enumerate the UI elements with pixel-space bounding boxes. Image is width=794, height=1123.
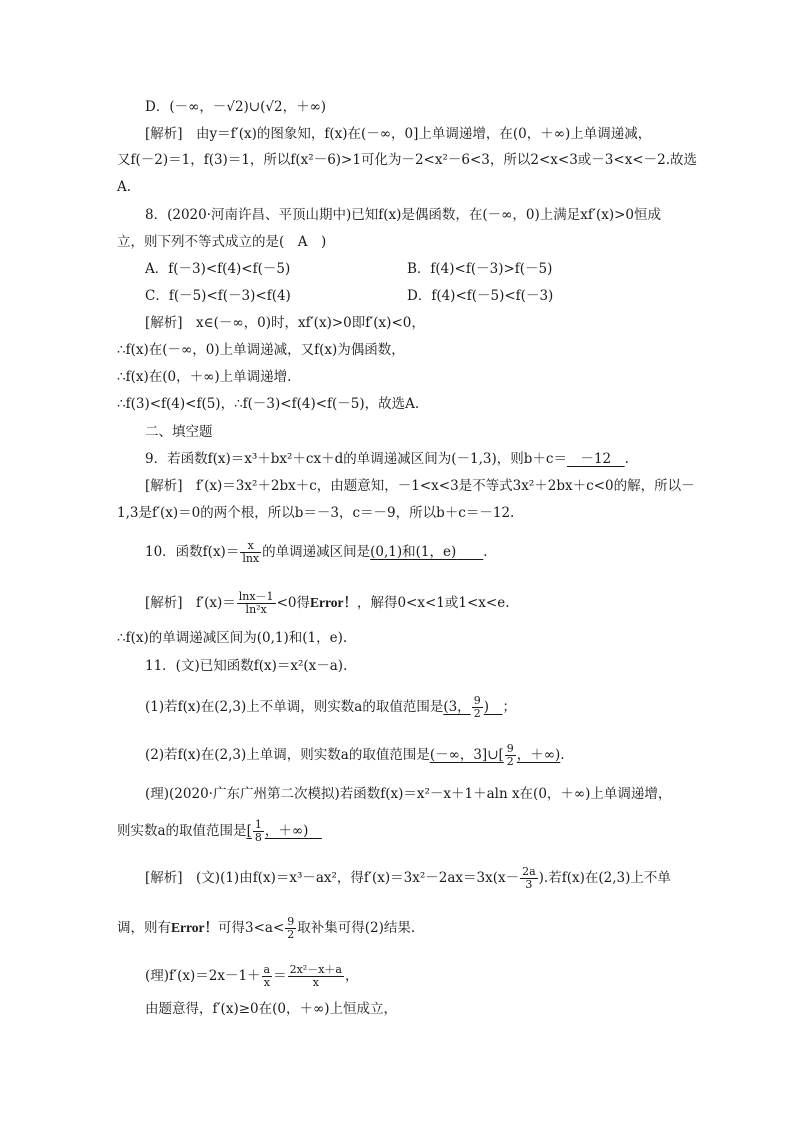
analysis-line: 1,3是f′(x)＝0的两个根，所以b＝－3，c＝－9，所以b＋c＝－12. <box>117 505 515 521</box>
fraction: $\frac{2a}{3}$ <box>522 865 536 891</box>
fraction: $\frac{a}{x}$ <box>263 963 271 989</box>
fraction: $\frac{9}{2}$ <box>287 915 295 941</box>
analysis-line: ∴f(3)<f(4)<f(5)，∴f(－3)<f(4)<f(－5)，故选A. <box>117 396 420 412</box>
answer-blank: [ $\frac{1}{8}$ ，＋∞) <box>246 818 309 844</box>
analysis-line: (理)f′(x)＝2x－1＋ $\frac{a}{x}$ ＝ $\frac{\text{2x²－x＋a}}{x}$ ， <box>145 963 359 989</box>
answer-blank: (3， $\frac{9}{2}$ ) <box>443 694 489 720</box>
analysis-line: [解析] (文)(1)由f(x)＝x³－ax²，得f′(x)＝3x²－2ax＝3x(x－ $\frac{2a}{3}$ ).若f(x)在(2,3)上不单 <box>145 865 671 891</box>
answer-blank: －12 <box>580 451 612 467</box>
analysis-line: ∴f(x)在(0，＋∞)上单调递增. <box>117 369 292 385</box>
fraction: $\frac{9}{2}$ <box>506 742 514 768</box>
question-9: 9．若函数f(x)＝x³＋bx²＋cx＋d的单调递减区间为(－1,3)，则b＋c＝ －12 . <box>145 451 629 467</box>
fraction: $\frac{\text{2x²－x＋a}}{x}$ <box>289 963 342 989</box>
analysis-line: ∴f(x)在(－∞，0)上单调递减，又f(x)为偶函数， <box>117 342 405 358</box>
option-a: A．f(－3)<f(4)<f(－5) <box>145 261 291 277</box>
analysis-line: 调，则有Error！可得3<a< $\frac{9}{2}$ 取补集可得(2)结果. <box>117 915 416 941</box>
option-d: D．f(4)<f(－5)<f(－3) <box>407 288 554 304</box>
question-8: 8．(2020·河南许昌、平顶山期中)已知f(x)是偶函数，在(－∞，0)上满足xf′(x)>0恒成 <box>145 207 662 223</box>
question-11: 11．(文)已知函数f(x)＝x²(x－a). <box>145 658 348 674</box>
option-b: B．f(4)<f(－3)>f(－5) <box>407 261 553 277</box>
question-10: 10．函数f(x)＝ $\frac{x}{\ln x}$ 的单调递减区间是(0,1)和(1，e) . <box>145 539 488 565</box>
answer-blank: (－∞，3]∪[ $\frac{9}{2}$ ，＋∞) <box>429 742 561 768</box>
analysis-line: [解析] 由y＝f′(x)的图象知，f(x)在(－∞，0]上单调递增，在(0，＋∞)上单调递减， <box>145 126 652 142</box>
question-8-cont: 立，则下列不等式成立的是( A ) <box>117 234 327 250</box>
question-11-li-cont: 则实数a的取值范围是[ $\frac{1}{8}$ ，＋∞) <box>117 819 322 844</box>
fraction: $\frac{9}{2}$ <box>473 694 481 720</box>
analysis-line: [解析] f′(x)＝3x²＋2bx＋c，由题意知，－1<x<3是不等式3x²＋2bx＋c<0的解，所以－ <box>145 478 695 494</box>
fraction: $\frac{1}{8}$ <box>254 818 262 844</box>
fraction: $\frac{\ln x-1}{\text{ln²x}}$ <box>238 590 274 616</box>
question-11-li: (理)(2020·广东广州第二次模拟)若函数f(x)＝x²－x＋1＋aln x在(0，＋∞)上单调递增， <box>145 786 672 802</box>
question-11-part1: (1)若f(x)在(2,3)上不单调，则实数a的取值范围是(3， $\frac{9}{2}$ ) ； <box>145 694 516 720</box>
option-d-prev: D．(－∞，－√2)∪(√2，＋∞) <box>145 99 327 115</box>
analysis-line: [解析] x∈(－∞，0)时，xf′(x)>0即f′(x)<0， <box>145 315 425 331</box>
analysis-line: [解析] f′(x)＝ $\frac{\ln x-1}{\text{ln²x}}$ <0得Error！，解得0<x<1或1<x<e. <box>145 590 510 616</box>
question-11-part2: (2)若f(x)在(2,3)上单调，则实数a的取值范围是(－∞，3]∪[ $\frac{9}{2}$ ，＋∞). <box>145 742 565 768</box>
analysis-line: 由题意得，f′(x)≥0在(0，＋∞)上恒成立， <box>145 1001 397 1017</box>
analysis-line: 又f(－2)＝1，f(3)＝1，所以f(x²－6)>1可化为－2<x²－6<3，所以2<x<3或－3<x<－2.故选 <box>117 152 697 168</box>
fraction: $\frac{x}{\ln x}$ <box>242 539 260 565</box>
analysis-line: ∴f(x)的单调递减区间为(0,1)和(1，e). <box>117 630 348 646</box>
option-c: C．f(－5)<f(－3)<f(4) <box>145 288 291 304</box>
analysis-line: A. <box>117 179 132 195</box>
answer-blank: (0,1)和(1，e) <box>370 544 457 560</box>
section-heading: 二、填空题 <box>145 424 213 440</box>
